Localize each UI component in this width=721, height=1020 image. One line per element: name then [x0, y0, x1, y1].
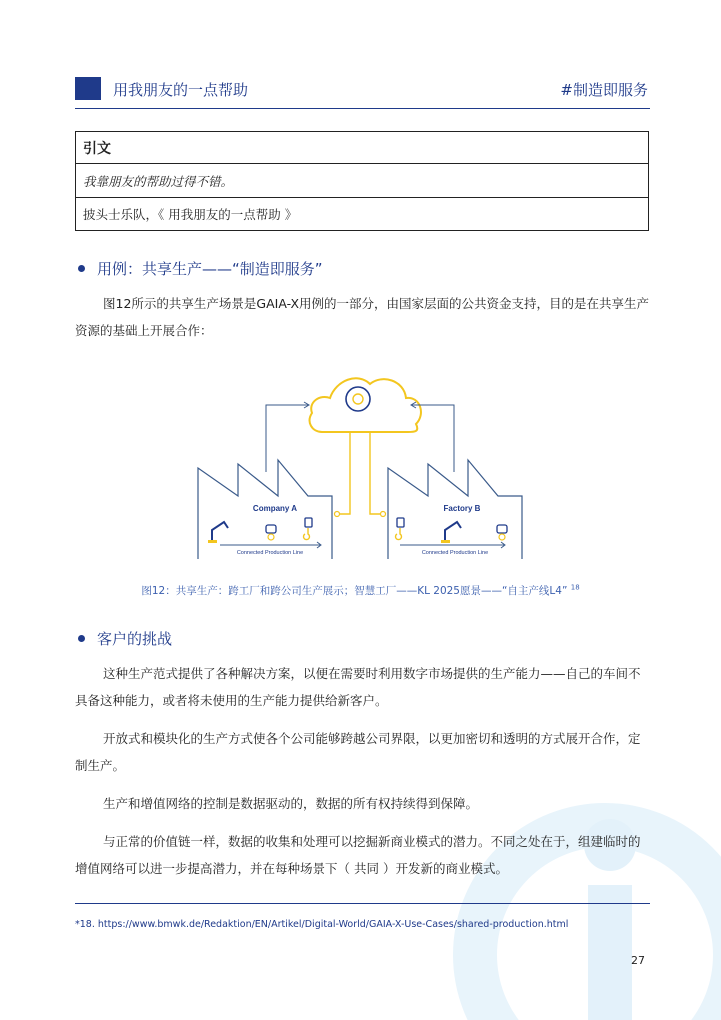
footnote-divider — [75, 903, 650, 904]
challenge-paragraph-2: 开放式和模块化的生产方式使各个公司能够跨越公司界限，以更加密切和透明的方式展开合作，定制生产。 — [75, 731, 641, 773]
label-factory-b: Factory B — [443, 504, 481, 513]
header-divider — [75, 108, 650, 109]
arrow-to-company-a — [266, 405, 308, 472]
challenge-paragraph-4: 与正常的价值链一样，数据的收集和处理可以挖掘新商业模式的潜力。不同之处在于，组建临时的增值网络可以进一步提高潜力，并在每种场景下（ 共同 ）开发新的商业模式。 — [75, 834, 641, 876]
shared-production-diagram — [190, 362, 530, 567]
page-number: 27 — [631, 954, 645, 967]
robot-arm-icon — [441, 522, 461, 543]
challenge-paragraph-1: 这种生产范式提供了各种解决方案，以便在需要时利用数字市场提供的生产能力——自己的车间不具备这种能力，或者将未使用的生产能力提供给新客户。 — [75, 666, 641, 708]
label-production-line-a: Connected Production Line — [236, 550, 304, 556]
crane-hook-icon — [396, 518, 405, 540]
cloud-shape — [310, 378, 421, 432]
crane-hook-icon — [304, 518, 313, 540]
cloud-link-a — [337, 432, 350, 514]
quote-table — [75, 131, 649, 231]
section-bullet — [78, 635, 85, 642]
watermark-logo — [440, 790, 721, 1020]
header-square-marker — [75, 77, 101, 100]
challenge-paragraph-3: 生产和增值网络的控制是数据驱动的，数据的所有权持续得到保障。 — [103, 796, 479, 811]
footnote-ref: 18 — [570, 583, 580, 592]
quote-source: 披头士乐队，《 用我朋友的一点帮助 》 — [76, 198, 649, 231]
footnote-link[interactable]: *18. https://www.bmwk.de/Redaktion/EN/Artikel/Digital-World/GAIA-X-Use-Cases/shared-production.html — [75, 919, 569, 930]
label-production-line-b: Connected Production Line — [421, 550, 489, 556]
section-title-challenges: 客户的挑战 — [97, 630, 173, 648]
quote-text: 我靠朋友的帮助过得不错。 — [76, 164, 649, 198]
header-tag: #制造即服务 — [560, 81, 648, 99]
robot-icon — [266, 525, 276, 540]
header-title: 用我朋友的一点帮助 — [113, 81, 249, 99]
figure-caption: 图12：共享生产：跨工厂和跨公司生产展示；智慧工厂——KL 2025愿景——“自主产线L4” $^{18}$ — [141, 583, 580, 597]
label-company-a: Company A — [252, 504, 298, 513]
robot-arm-icon — [208, 522, 228, 543]
cloud-link-b — [370, 432, 383, 514]
intro-paragraph: 图12所示的共享生产场景是GAIA-X用例的一部分，由国家层面的公共资金支持，目的是在共享生产资源的基础上开展合作： — [75, 296, 650, 338]
quote-table-heading: 引文 — [76, 132, 649, 164]
robot-icon — [497, 525, 507, 540]
section-title-use-case: 用例：共享生产——“制造即服务” — [97, 260, 323, 278]
section-bullet — [78, 265, 85, 272]
